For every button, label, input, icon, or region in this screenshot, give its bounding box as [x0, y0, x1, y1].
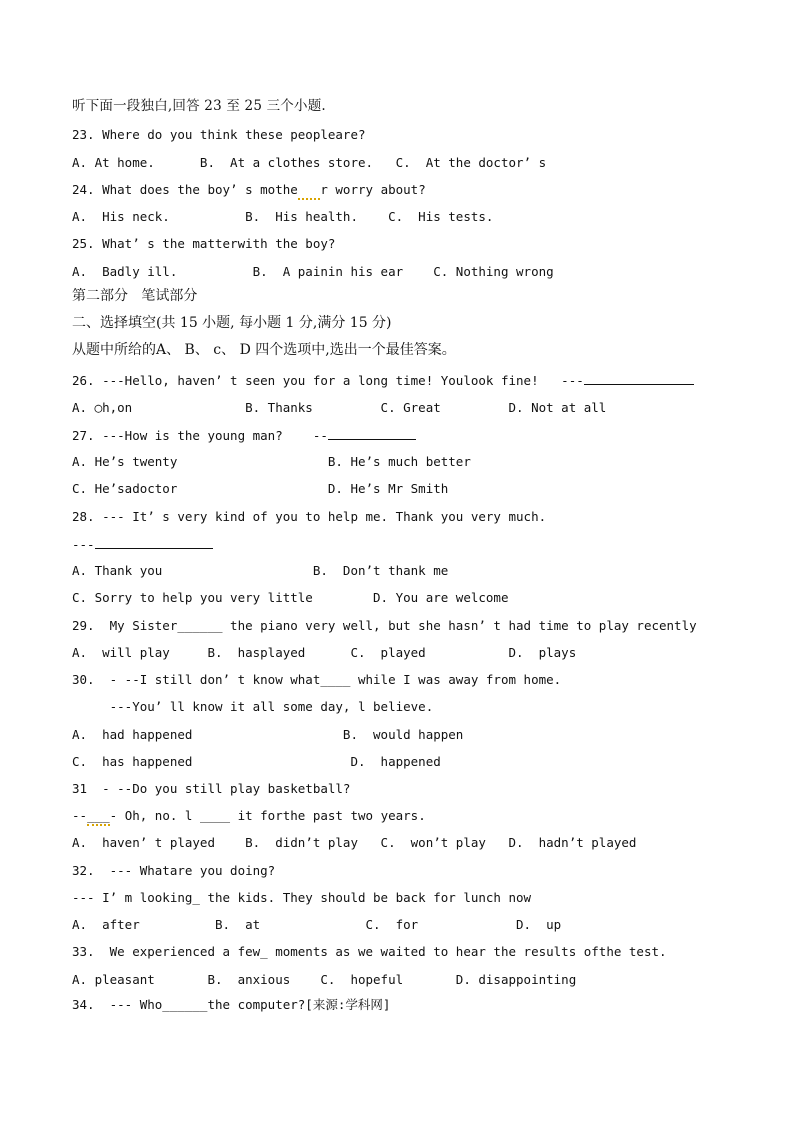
question-29-options: A. will play B. hasplayed C. played D. plays — [72, 645, 577, 660]
question-27-stem — [72, 427, 416, 444]
question-28-reply-dashes: --- — [72, 537, 95, 552]
question-31-stem: 31 - --Do you still play basketball? — [72, 781, 351, 796]
question-32-stem: 32. --- Whatare you doing? — [72, 863, 276, 878]
section-instruction: 从题中所给的A、 B、 c、 D 四个选项中,选出一个最佳答案。 — [72, 342, 456, 358]
question-30-reply: ---You’ ll know it all some day, l believe. — [72, 699, 434, 714]
question-30-options-cd: C. has happened D. happened — [72, 754, 441, 769]
question-33-stem: 33. We experienced a few_ moments as we waited to hear the results ofthe test. — [72, 944, 667, 959]
question-28-stem: 28. --- It’ s very kind of you to help me. Thank you very much. — [72, 509, 547, 524]
answer-blank — [328, 427, 416, 440]
listening-intro: 听下面一段独白,回答 23 至 25 三个小题. — [72, 98, 326, 114]
question-34-stem: 34. --- Who______the computer?[来源:学科网] — [72, 997, 391, 1012]
part-two-title: 第二部分 笔试部分 — [72, 288, 198, 304]
question-28-reply — [72, 536, 213, 553]
question-27-options-cd: C. He’sadoctor D. He’s Mr Smith — [72, 481, 449, 496]
question-24-options: A. His neck. B. His health. C. His tests. — [72, 209, 494, 224]
question-26-options: A. ◯h,on B. Thanks C. Great D. Not at all — [72, 400, 607, 415]
question-23-options: A. At home. B. At a clothes store. C. At the doctor’ s — [72, 155, 547, 170]
question-33-options: A. pleasant B. anxious C. hopeful D. disappointing — [72, 972, 577, 987]
question-30-stem: 30. - --I still don’ t know what____ while I was away from home. — [72, 672, 562, 687]
question-31-reply — [72, 808, 426, 826]
question-28-options-ab: A. Thank you B. Don’t thank me — [72, 563, 449, 578]
question-28-options-cd: C. Sorry to help you very little D. You are welcome — [72, 590, 509, 605]
question-27-text: 27. ---How is the young man? -- — [72, 428, 328, 443]
question-27-options-ab: A. He’s twenty B. He’s much better — [72, 454, 471, 469]
question-25-options: A. Badly ill. B. A painin his ear C. Nothing wrong — [72, 264, 554, 279]
squiggle-mark: ___ — [87, 808, 110, 826]
answer-blank — [584, 372, 694, 385]
question-23-stem: 23. Where do you think these peopleare? — [72, 127, 366, 142]
question-25-stem: 25. What’ s the matterwith the boy? — [72, 236, 336, 251]
question-26-text: 26. ---Hello, haven’ t seen you for a long time! Youlook fine! --- — [72, 373, 584, 388]
question-31-reply-text: - Oh, no. l ____ it forthe past two years. — [109, 808, 426, 823]
question-24-stem — [72, 182, 426, 200]
question-32-reply: --- I’ m looking_ the kids. They should be back for lunch now — [72, 890, 532, 905]
question-29-stem: 29. My Sister______ the piano very well, but she hasn’ t had time to play recently — [72, 618, 697, 633]
question-24-stem-part2: r worry about? — [320, 182, 426, 197]
answer-blank — [95, 536, 213, 549]
question-26-stem — [72, 372, 694, 389]
question-32-options: A. after B. at C. for D. up — [72, 917, 562, 932]
question-30-options-ab: A. had happened B. would happen — [72, 727, 464, 742]
section-heading: 二、选择填空(共 15 小题, 每小题 1 分,满分 15 分) — [72, 315, 392, 331]
question-31-reply-dashes: -- — [72, 808, 88, 823]
question-31-options: A. haven’ t played B. didn’t play C. won’t play D. hadn’t played — [72, 835, 637, 850]
question-24-stem-part1: 24. What does the boy’ s mothe — [72, 182, 298, 197]
squiggle-mark — [298, 182, 321, 200]
